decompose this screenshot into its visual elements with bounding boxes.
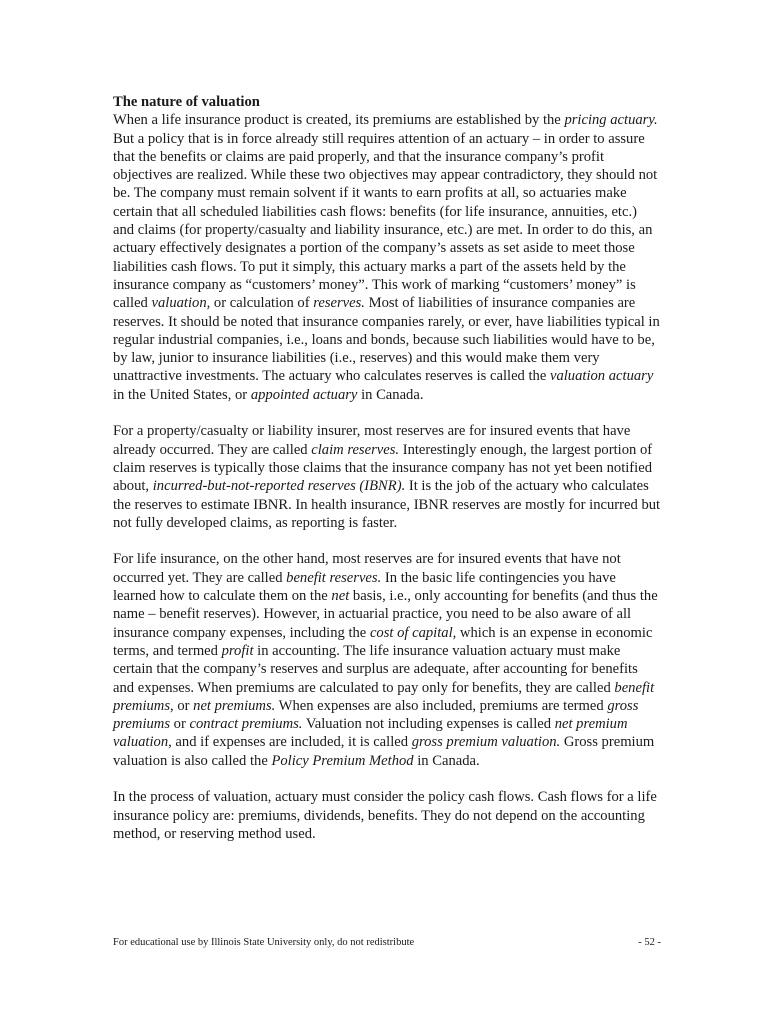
text-run: and if expenses are included, it is called <box>171 734 412 751</box>
text-run: But a policy that is in force already still requires attention of an actuary – in order to assure that the benefits or claims are paid properly, and that the insurance company’s profit objectives are realized. While these two objectives may appear contradictory, they should not be. The company must remain solvent if it wants to earn profits at all, so actuaries make certain that all scheduled liabilities cash flows: benefits (for life insurance, annuities, etc.) and claims (for property/casualty and liability insurance, etc.) are met. In order to do this, an actuary effectively designates a portion of the company’s assets as set aside to meet those liabilities cash flows. To put it simply, this actuary marks a part of the assets held by the insurance company as “customers’ money”. This work of marking “customers’ money” is called <box>113 130 658 312</box>
body-paragraph <box>113 788 661 843</box>
text-run: For life insurance, on the other hand, most reserves are for insured events that have not occurred yet. They are called <box>113 551 621 586</box>
italic-term: contract premiums. <box>189 716 303 733</box>
italic-term: incurred-but-not-reported reserves (IBNR). <box>152 478 406 495</box>
italic-term: net premiums. <box>193 697 276 714</box>
text-run: Most of liabilities of insurance companies are reserves. It should be noted that insurance companies rarely, or ever, have liabilities typical in regular industrial companies, i.e., loans and bonds, because such liabilities would have to be, by law, junior to insurance liabilities (i.e., reserves) and this would make them very unattractive investments. The actuary who calculates reserves is called the <box>113 295 660 385</box>
page-number: - 52 - <box>638 937 661 948</box>
italic-term: gross premium valuation. <box>411 734 561 751</box>
text-run: which is an expense in economic terms, and termed <box>113 624 653 659</box>
italic-term: Policy Premium Method <box>271 752 414 769</box>
section-heading: The nature of valuation <box>113 94 260 110</box>
text-run: In the process of valuation, actuary must consider the policy cash flows. Cash flows for a life insurance policy are: premiums, dividends, benefits. They do not depend on the accounting method, or reserving method used. <box>113 789 657 842</box>
body-paragraph <box>113 422 661 532</box>
italic-term: profit <box>221 642 254 659</box>
page-footer <box>113 936 661 949</box>
text-run: in Canada. <box>413 752 480 769</box>
text-run: or <box>170 716 190 733</box>
text-run: Valuation not including expenses is called <box>302 716 555 733</box>
text-run: in accounting. The life insurance valuation actuary must make certain that the company’s reserves and surplus are adequate, after accounting for benefits and expenses. When premiums are calculated to pay only for benefits, they are called <box>113 642 638 696</box>
text-run: in the United States, or <box>113 386 251 403</box>
text-run: in Canada. <box>357 386 424 403</box>
italic-term: benefit premiums, <box>113 679 655 714</box>
italic-term: gross premiums <box>113 697 639 733</box>
italic-term: reserves. <box>313 295 365 312</box>
italic-term: valuation, <box>151 295 211 312</box>
italic-term: net <box>331 588 350 605</box>
paragraphs <box>113 111 661 843</box>
text-run: It is the job of the actuary who calculates the reserves to estimate IBNR. In health insurance, IBNR reserves are mostly for incurred but not fully developed claims, as reporting is faster. <box>113 478 661 531</box>
italic-term: benefit reserves. <box>286 569 382 586</box>
footer-notice: For educational use by Illinois State University only, do not redistribute <box>113 937 415 948</box>
italic-term: cost of capital, <box>369 624 457 641</box>
text-run: When a life insurance product is created, its premiums are established by the <box>113 112 565 129</box>
text-run: or <box>173 697 194 714</box>
text-run: Interestingly enough, the largest portion of claim reserves is typically those claims that the insurance company has not yet been notified about, <box>113 441 653 495</box>
text-run: When expenses are also included, premiums are termed <box>275 697 608 714</box>
text-run: Gross premium valuation is also called the <box>113 734 655 769</box>
body-paragraph <box>113 550 661 770</box>
italic-term: valuation actuary <box>549 368 654 385</box>
italic-term: net premium valuation, <box>113 716 628 751</box>
document-body <box>113 93 661 861</box>
italic-term: appointed actuary <box>250 386 358 403</box>
text-run: In the basic life contingencies you have learned how to calculate them on the <box>113 569 616 605</box>
italic-term: claim reserves. <box>311 441 400 458</box>
text-run: basis, i.e., only accounting for benefits (and thus the name – benefit reserves). However, in actuarial practice, you need to be also aware of all insurance company expenses, including the <box>113 588 658 641</box>
text-run: or calculation of <box>210 295 314 312</box>
italic-term: pricing actuary. <box>564 112 658 129</box>
text-run: For a property/casualty or liability insurer, most reserves are for insured events that have already occurred. They are called <box>113 423 631 458</box>
body-paragraph <box>113 111 661 404</box>
